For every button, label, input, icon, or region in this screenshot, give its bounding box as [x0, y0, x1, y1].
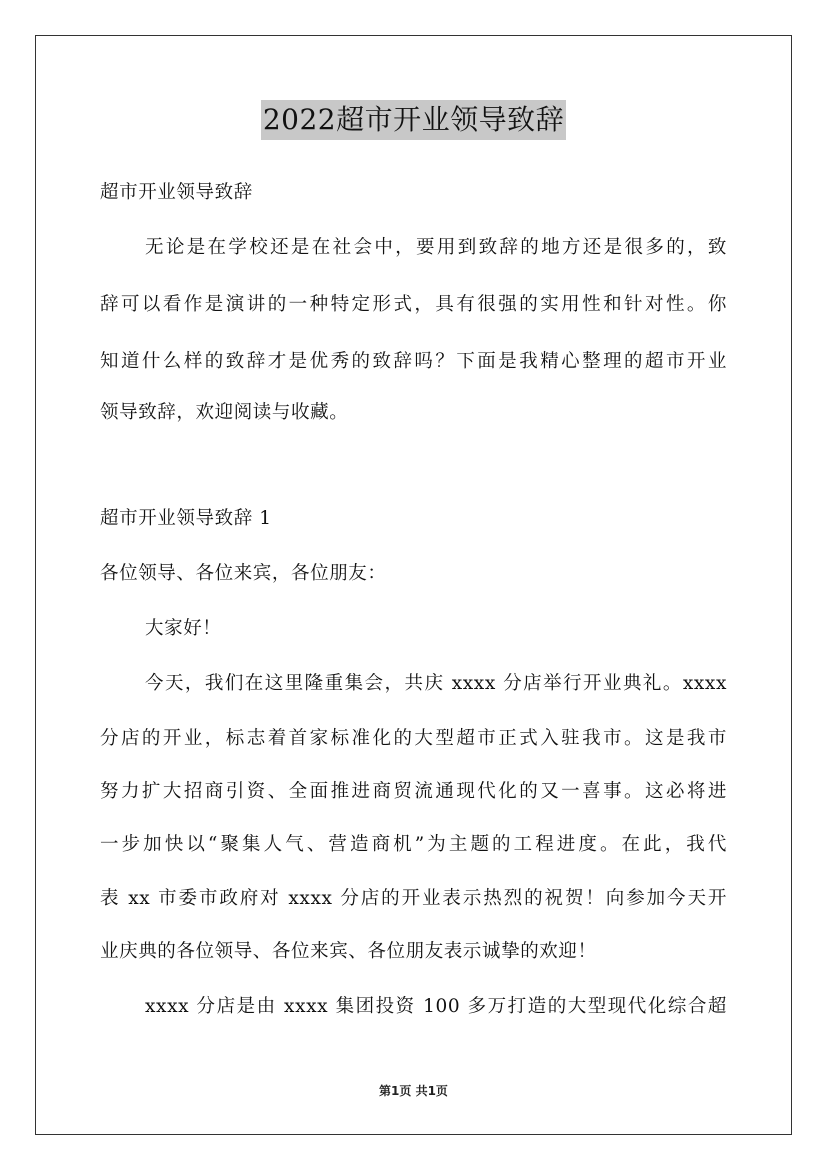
page-footer: 第1页 共1页: [379, 1084, 448, 1098]
document-subtitle: 超市开业领导致辞: [100, 182, 253, 203]
paragraph-line: 分店的开业，标志着首家标准化的大型超市正式入驻我市。这是我市: [100, 728, 727, 749]
intro-line: 无论是在学校还是在社会中，要用到致辞的地方还是很多的，致: [145, 237, 727, 258]
greeting: 大家好！: [145, 618, 222, 639]
intro-line: 知道什么样的致辞才是优秀的致辞吗？下面是我精心整理的超市开业: [100, 351, 727, 372]
paragraph-line: xxxx 分店是由 xxxx 集团投资 100 多万打造的大型现代化综合超: [145, 996, 727, 1017]
document-title: 2022超市开业领导致辞: [261, 100, 566, 140]
paragraph-line: 表 xx 市委市政府对 xxxx 分店的开业表示热烈的祝贺！向参加今天开: [100, 888, 727, 909]
paragraph-line: 业庆典的各位领导、各位来宾、各位朋友表示诚挚的欢迎！: [100, 941, 597, 962]
paragraph-line: 努力扩大招商引资、全面推进商贸流通现代化的又一喜事。这必将进: [100, 781, 727, 802]
paragraph-line: 一步加快以“聚集人气、营造商机”为主题的工程进度。在此，我代: [100, 834, 727, 855]
section-title: 超市开业领导致辞 1: [100, 508, 272, 529]
title-wrapper: [0, 100, 827, 140]
intro-line: 辞可以看作是演讲的一种特定形式，具有很强的实用性和针对性。你: [100, 294, 727, 315]
intro-line: 领导致辞，欢迎阅读与收藏。: [100, 402, 349, 423]
salutation: 各位领导、各位来宾，各位朋友：: [100, 563, 387, 584]
paragraph-line: 今天，我们在这里隆重集会，共庆 xxxx 分店举行开业典礼。xxxx: [145, 673, 727, 694]
